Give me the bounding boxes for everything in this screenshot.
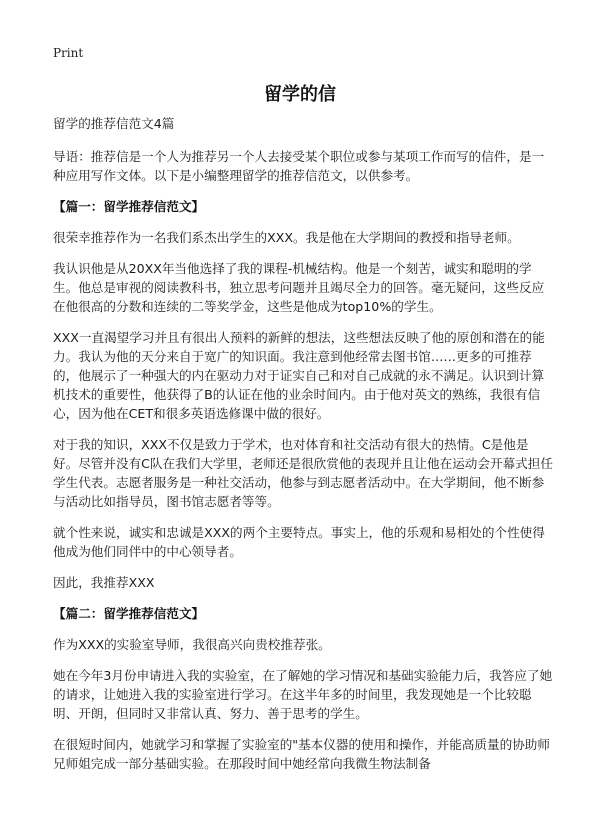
section-heading-1: 【篇一：留学推荐信范文】 bbox=[53, 199, 205, 214]
body-paragraph: 很荣幸推荐作为一名我们系杰出学生的XXX。我是他在大学期间的教授和指导老师。 bbox=[53, 230, 520, 245]
print-link[interactable]: Print bbox=[53, 46, 84, 60]
body-paragraph: 作为XXX的实验室导师，我很高兴向贵校推荐张。 bbox=[53, 637, 331, 652]
body-paragraph: 对于我的知识，XXX不仅是致力于学术，也对体育和社交活动有很大的热情。C是他是好。尽管并没有C队在我们大学里，老师还是很欣赏他的表现并且让他在运动会开幕式担任学生代表。志愿者服务是一种社交活动，他参与到志愿者活动中。在大学期间，他不断参与活动比如指导员，图书馆志愿者等等。 bbox=[53, 437, 553, 509]
intro-paragraph: 导语：推荐信是一个人为推荐另一个人去接受某个职位或参与某项工作而写的信件，是一种应用写作文体。以下是小编整理留学的推荐信范文，以供参考。 bbox=[53, 149, 545, 183]
body-paragraph: 因此，我推荐XXX bbox=[53, 575, 155, 590]
document-subtitle: 留学的推荐信范文4篇 bbox=[53, 116, 175, 131]
document-title: 留学的信 bbox=[264, 84, 336, 105]
body-paragraph: 就个性来说，诚实和忠诚是XXX的两个主要特点。事实上，他的乐观和易相处的个性使得他成为他们同伴中的中心领导者。 bbox=[53, 525, 545, 559]
body-paragraph: 在很短时间内，她就学习和掌握了实验室的"基本仪器的使用和操作，并能高质量的协助师兄师姐完成一部分基础实验。在那段时间中她经常向我微生物法制备 bbox=[53, 737, 550, 771]
body-paragraph: XXX一直渴望学习并且有很出人预料的新鲜的想法，这些想法反映了他的原创和潜在的能力。我认为他的天分来自于宽广的知识面。我注意到他经常去图书馆……更多的可推荐的，他展示了一种强大的内在驱动力对于证实自己和对自己成就的永不满足。认识到计算机技术的重要性，他获得了B的认证在他的业余时间内。由于他对英文的熟练，我很有信心，因为他在CET和很多英语选修课中做的很好。 bbox=[53, 330, 545, 421]
body-paragraph: 她在今年3月份申请进入我的实验室，在了解她的学习情况和基础实验能力后，我答应了她的请求，让她进入我的实验室进行学习。在这半年多的时间里，我发现她是一个比较聪明、开朗，但同时又非常认真、努力、善于思考的学生。 bbox=[53, 668, 553, 721]
document-body bbox=[53, 114, 553, 785]
section-heading-2: 【篇二：留学推荐信范文】 bbox=[53, 606, 205, 621]
body-paragraph: 我认识他是从20XX年当他选择了我的课程-机械结构。他是一个刻苦，诚实和聪明的学生。他总是审视的阅读教科书，独立思考问题并且竭尽全力的回答。毫无疑问，这些反应在他很高的分数和连续的二等奖学金，这些是他成为top10%的学生。 bbox=[53, 261, 545, 314]
